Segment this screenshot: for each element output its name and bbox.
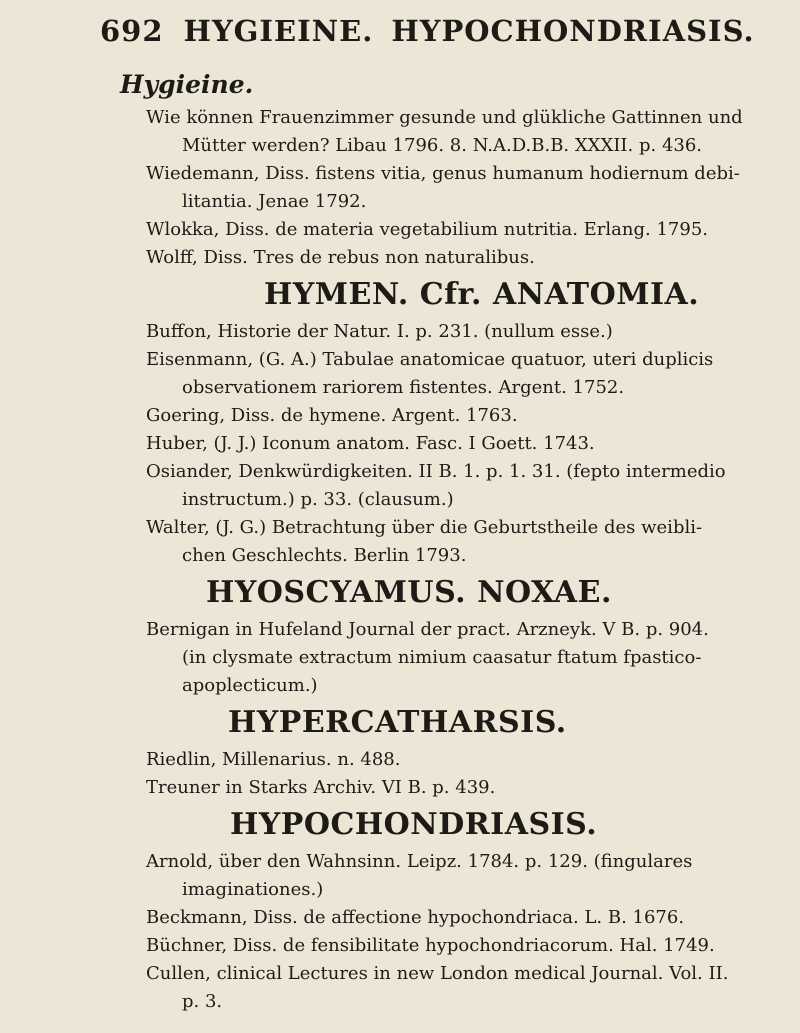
- list-item: Riedlin, Millenarius. n. 488.: [146, 749, 401, 770]
- heading-hyoscyamus: HYOSCYAMUS. NOXAE.: [206, 575, 612, 610]
- page-number: 692: [100, 14, 164, 48]
- running-head: [100, 14, 760, 48]
- section-label: Hygieine.: [120, 70, 254, 99]
- list-item: Bernigan in Hufeland Journal der pract. Arzneyk. V B. p. 904. (in clysmate extractum nimium caasatur ftatum fpastico- apoplecticum.): [146, 619, 709, 696]
- list-item: Büchner, Diss. de fensibilitate hypochondriacorum. Hal. 1749.: [146, 935, 715, 956]
- heading-hymen: HYMEN. Cfr. ANATOMIA.: [264, 277, 700, 312]
- list-item: Cullen, clinical Lectures in new London medical Journal. Vol. II. p. 3.: [146, 963, 729, 1012]
- list-item: Beckmann, Diss. de affectione hypochondriaca. L. B. 1676.: [146, 907, 685, 928]
- list-item: Arnold, über den Wahnsinn. Leipz. 1784. p. 129. (fingulares imaginationes.): [146, 851, 693, 900]
- list-item: Wolff, Diss. Tres de rebus non naturalibus.: [146, 247, 535, 268]
- list-item: Goering, Diss. de hymene. Argent. 1763.: [146, 405, 518, 426]
- list-item: Walter, (J. G.) Betrachtung über die Geburtstheile des weibli- chen Geschlechts. Berlin 1793.: [146, 517, 703, 566]
- entries-column: [146, 104, 776, 1016]
- running-head-left: HYGIEINE.: [183, 14, 374, 48]
- list-item: Osiander, Denkwürdigkeiten. II B. 1. p. 1. 31. (fepto intermedio instructum.) p. 33. (clausum.): [146, 461, 726, 510]
- list-item: Treuner in Starks Archiv. VI B. p. 439.: [146, 777, 496, 798]
- list-item: Eisenmann, (G. A.) Tabulae anatomicae quatuor, uteri duplicis observationem rariorem fistentes. Argent. 1752.: [146, 349, 714, 398]
- heading-hypochondriasis: HYPOCHONDRIASIS.: [230, 807, 598, 842]
- list-item: Huber, (J. J.) Iconum anatom. Fasc. I Goett. 1743.: [146, 433, 595, 454]
- list-item: Wlokka, Diss. de materia vegetabilium nutritia. Erlang. 1795.: [146, 219, 708, 240]
- list-item: Wiedemann, Diss. fistens vitia, genus humanum hodiernum debi- litantia. Jenae 1792.: [146, 163, 740, 212]
- list-item: Buffon, Historie der Natur. I. p. 231. (nullum esse.): [146, 321, 613, 342]
- heading-hypercatharsis: HYPERCATHARSIS.: [228, 705, 567, 740]
- running-head-right: HYPOCHONDRIASIS.: [391, 14, 755, 48]
- list-item: Wie können Frauenzimmer gesunde und glükliche Gattinnen und Mütter werden? Libau 1796. 8. N.A.D.B.B. XXXII. p. 436.: [146, 107, 743, 156]
